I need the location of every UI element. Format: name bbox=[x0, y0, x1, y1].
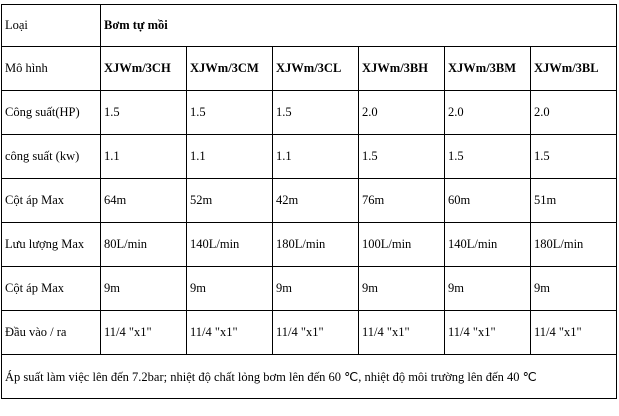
spec-row-power-kw bbox=[2, 135, 617, 179]
spec-value-cell: 140L/min bbox=[187, 223, 273, 267]
spec-value-cell: 52m bbox=[187, 179, 273, 223]
spec-row-inlet-outlet bbox=[2, 311, 617, 355]
note-row bbox=[2, 355, 617, 399]
spec-value-cell: 180L/min bbox=[531, 223, 617, 267]
operating-conditions-note: Áp suất làm việc lên đến 7.2bar; nhiệt độ chất lỏng bơm lên đến 60 ℃, nhiệt độ môi trường lên đến 40 ℃ bbox=[2, 355, 617, 399]
spec-value-cell: 42m bbox=[273, 179, 359, 223]
row-label: Công suất(HP) bbox=[2, 91, 101, 135]
spec-value-cell: 180L/min bbox=[273, 223, 359, 267]
spec-value-cell: 64m bbox=[101, 179, 187, 223]
spec-row-max-head bbox=[2, 179, 617, 223]
spec-value-cell: 11/4 "x1" bbox=[445, 311, 531, 355]
spec-value-cell: 1.5 bbox=[273, 91, 359, 135]
spec-value-cell: 100L/min bbox=[359, 223, 445, 267]
spec-value-cell: 2.0 bbox=[359, 91, 445, 135]
model-name-cell: XJWm/3CM bbox=[187, 47, 273, 91]
spec-value-cell: 51m bbox=[531, 179, 617, 223]
model-name-cell: XJWm/3BH bbox=[359, 47, 445, 91]
spec-value-cell: 140L/min bbox=[445, 223, 531, 267]
spec-value-cell: 11/4 "x1" bbox=[101, 311, 187, 355]
spec-value-cell: 1.1 bbox=[187, 135, 273, 179]
spec-value-cell: 1.5 bbox=[445, 135, 531, 179]
pump-spec-table bbox=[1, 4, 617, 399]
spec-value-cell: 1.5 bbox=[531, 135, 617, 179]
spec-value-cell: 9m bbox=[359, 267, 445, 311]
model-name-cell: XJWm/3BM bbox=[445, 47, 531, 91]
spec-value-cell: 2.0 bbox=[531, 91, 617, 135]
spec-value-cell: 1.1 bbox=[273, 135, 359, 179]
row-label: Lưu lượng Max bbox=[2, 223, 101, 267]
spec-value-cell: 11/4 "x1" bbox=[359, 311, 445, 355]
type-row bbox=[2, 5, 617, 47]
spec-row-model bbox=[2, 47, 617, 91]
row-label: Đầu vào / ra bbox=[2, 311, 101, 355]
spec-value-cell: 9m bbox=[101, 267, 187, 311]
row-label: Mô hình bbox=[2, 47, 101, 91]
spec-value-cell: 1.1 bbox=[101, 135, 187, 179]
model-name-cell: XJWm/3BL bbox=[531, 47, 617, 91]
row-label: Cột áp Max bbox=[2, 267, 101, 311]
spec-value-cell: 60m bbox=[445, 179, 531, 223]
spec-value-cell: 80L/min bbox=[101, 223, 187, 267]
type-label: Loại bbox=[2, 5, 101, 47]
spec-value-cell: 9m bbox=[445, 267, 531, 311]
spec-value-cell: 1.5 bbox=[187, 91, 273, 135]
spec-value-cell: 76m bbox=[359, 179, 445, 223]
spec-value-cell: 1.5 bbox=[101, 91, 187, 135]
type-value: Bơm tự mồi bbox=[101, 5, 617, 47]
spec-value-cell: 9m bbox=[531, 267, 617, 311]
spec-value-cell: 2.0 bbox=[445, 91, 531, 135]
spec-row-max-flow bbox=[2, 223, 617, 267]
spec-value-cell: 9m bbox=[273, 267, 359, 311]
spec-row-max-suction bbox=[2, 267, 617, 311]
spec-value-cell: 1.5 bbox=[359, 135, 445, 179]
spec-value-cell: 9m bbox=[187, 267, 273, 311]
spec-value-cell: 11/4 "x1" bbox=[273, 311, 359, 355]
spec-row-power-hp bbox=[2, 91, 617, 135]
model-name-cell: XJWm/3CH bbox=[101, 47, 187, 91]
spec-value-cell: 11/4 "x1" bbox=[531, 311, 617, 355]
row-label: công suất (kw) bbox=[2, 135, 101, 179]
model-name-cell: XJWm/3CL bbox=[273, 47, 359, 91]
row-label: Cột áp Max bbox=[2, 179, 101, 223]
spec-value-cell: 11/4 "x1" bbox=[187, 311, 273, 355]
